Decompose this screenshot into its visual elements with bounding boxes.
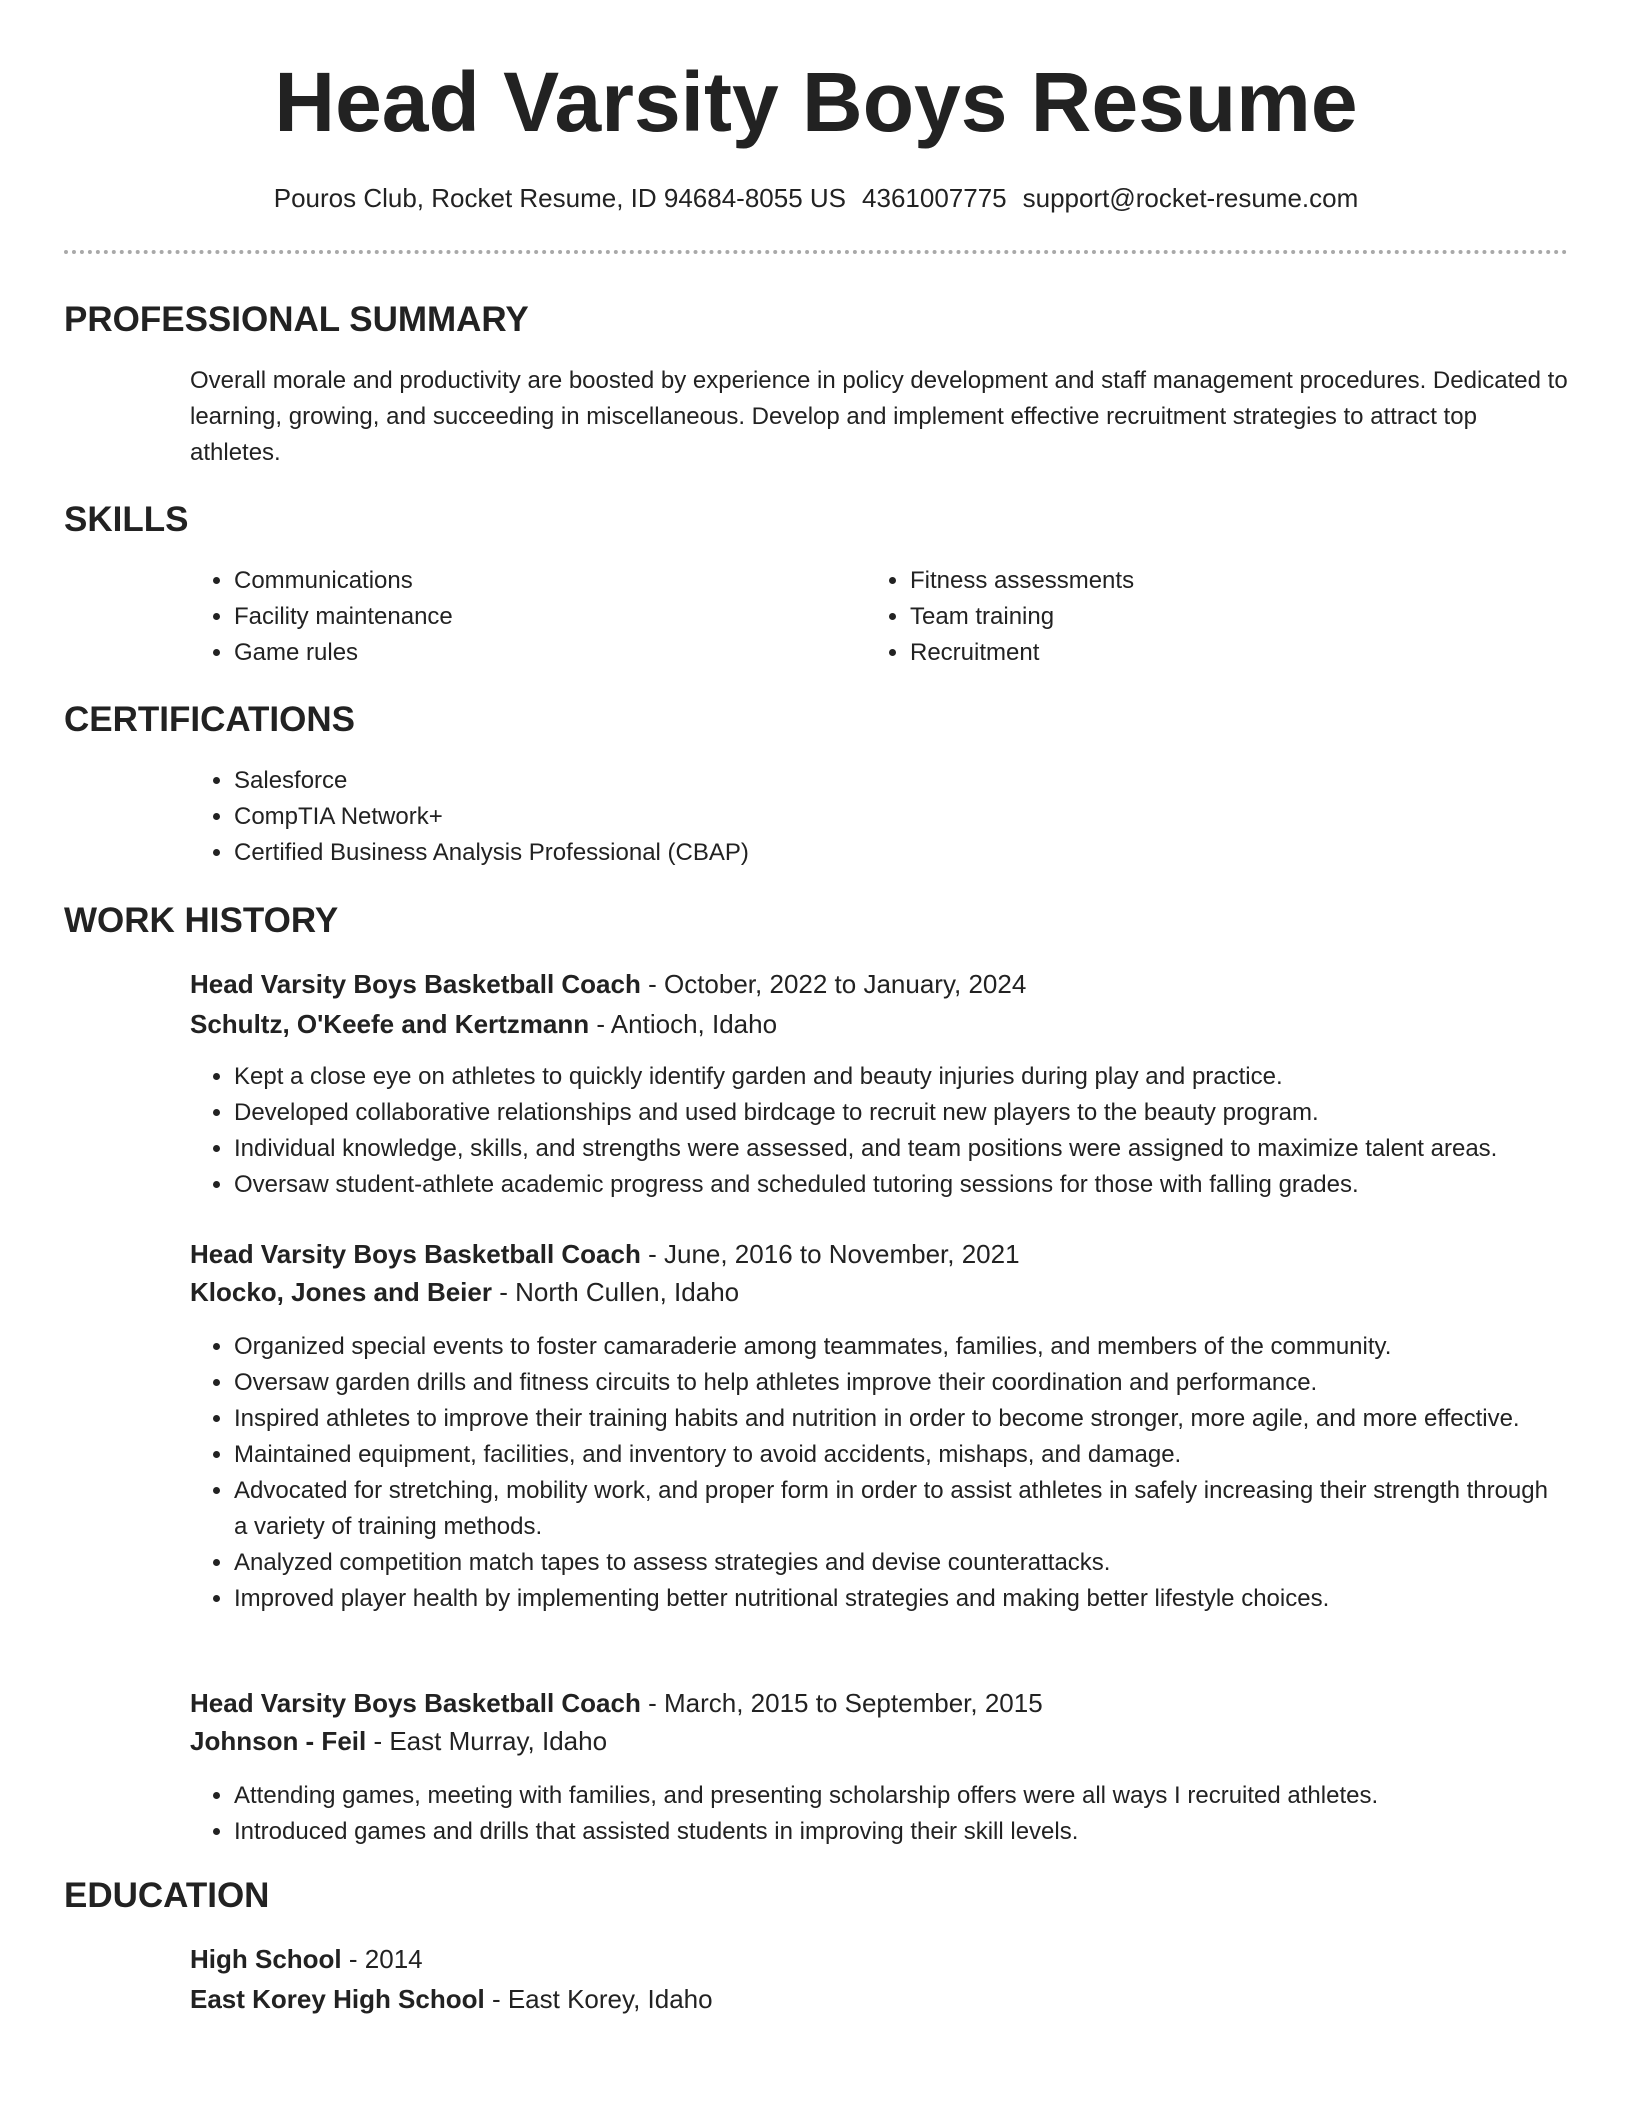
resume-title: Head Varsity Boys Resume: [274, 55, 1358, 149]
job-company-line: [190, 1722, 607, 1760]
job-company: Johnson - Feil: [190, 1726, 367, 1756]
job-bullet: • Improved player health by implementing better nutritional strategies and making better lifestyle choices.: [234, 1581, 1564, 1617]
job-bullet: • Developed collaborative relationships and used birdcage to recruit new players to the beauty program.: [234, 1095, 1624, 1131]
job-bullets: [190, 1778, 1624, 1850]
job-company-line: [190, 1005, 777, 1043]
education-school: East Korey High School: [190, 1984, 485, 2014]
education-degree-line: [190, 1940, 423, 1978]
skills-list-right: [866, 563, 1530, 671]
job-dates: - October, 2022 to January, 2024: [640, 969, 1027, 999]
skill-item: • Facility maintenance: [234, 599, 854, 635]
job-bullet: • Oversaw student-athlete academic progress and scheduled tutoring sessions for those with falling grades.: [234, 1167, 1624, 1203]
job-bullet: • Inspired athletes to improve their training habits and nutrition in order to become stronger, more agile, and more effective.: [234, 1401, 1564, 1437]
job-title: Head Varsity Boys Basketball Coach: [190, 969, 641, 999]
job-location: - East Murray, Idaho: [366, 1726, 608, 1756]
contact-phone: 4361007775: [862, 183, 1007, 213]
contact-address: Pouros Club, Rocket Resume, ID 94684-8055 US: [273, 183, 847, 213]
work-history-heading: WORK HISTORY: [64, 901, 339, 940]
summary-heading: PROFESSIONAL SUMMARY: [64, 300, 529, 339]
certification-item: • CompTIA Network+: [234, 799, 1534, 835]
job-bullet: • Individual knowledge, skills, and strengths were assessed, and team positions were assigned to maximize talent areas.: [234, 1131, 1624, 1167]
skill-item: • Communications: [234, 563, 854, 599]
contact-line: [0, 180, 1632, 216]
job-title-line: [190, 965, 1026, 1003]
job-location: - North Cullen, Idaho: [491, 1277, 740, 1307]
summary-text: Overall morale and productivity are boosted by experience in policy development and staff management procedures. Dedicated to learning, growing, and succeeding in miscellaneous. Develop and implement effective recruitment strategies to attract top athletes.: [190, 367, 1568, 466]
skills-heading: SKILLS: [64, 500, 189, 539]
skills-list-left: [190, 563, 854, 671]
job-dates: - March, 2015 to September, 2015: [640, 1688, 1043, 1718]
education-year: - 2014: [341, 1944, 423, 1974]
job-bullet: • Introduced games and drills that assisted students in improving their skill levels.: [234, 1814, 1624, 1850]
job-bullet: • Organized special events to foster camaraderie among teammates, families, and members of the community.: [234, 1329, 1564, 1365]
job-company: Schultz, O'Keefe and Kertzmann: [190, 1009, 590, 1039]
job-title-line: [190, 1235, 1020, 1273]
job-bullet: • Analyzed competition match tapes to assess strategies and devise counterattacks.: [234, 1545, 1564, 1581]
job-bullet: • Kept a close eye on athletes to quickly identify garden and beauty injuries during play and practice.: [234, 1059, 1624, 1095]
header-divider: [64, 250, 1568, 254]
certification-item: • Certified Business Analysis Professional (CBAP): [234, 835, 1534, 871]
skill-item: • Recruitment: [910, 635, 1530, 671]
job-bullets: [190, 1329, 1564, 1617]
job-bullets: [190, 1059, 1624, 1203]
job-dates: - June, 2016 to November, 2021: [640, 1239, 1020, 1269]
job-bullet: • Attending games, meeting with families, and presenting scholarship offers were all ways I recruited athletes.: [234, 1778, 1624, 1814]
skill-item: • Game rules: [234, 635, 854, 671]
job-bullet: • Oversaw garden drills and fitness circuits to help athletes improve their coordination and performance.: [234, 1365, 1564, 1401]
skill-item: • Fitness assessments: [910, 563, 1530, 599]
education-school-line: [190, 1980, 713, 2018]
job-company: Klocko, Jones and Beier: [190, 1277, 492, 1307]
education-location: - East Korey, Idaho: [484, 1984, 713, 2014]
job-location: - Antioch, Idaho: [589, 1009, 778, 1039]
education-degree: High School: [190, 1944, 342, 1974]
job-bullet: • Maintained equipment, facilities, and inventory to avoid accidents, mishaps, and damage.: [234, 1437, 1564, 1473]
job-title: Head Varsity Boys Basketball Coach: [190, 1688, 641, 1718]
skill-item: • Team training: [910, 599, 1530, 635]
job-title-line: [190, 1684, 1043, 1722]
job-bullet: • Advocated for stretching, mobility work, and proper form in order to assist athletes in safely increasing their strength through a variety of training methods.: [234, 1473, 1564, 1545]
education-heading: EDUCATION: [64, 1876, 270, 1915]
certification-item: • Salesforce: [234, 763, 1534, 799]
certifications-list: [190, 763, 1534, 871]
certifications-heading: CERTIFICATIONS: [64, 700, 356, 739]
job-company-line: [190, 1273, 739, 1311]
job-title: Head Varsity Boys Basketball Coach: [190, 1239, 641, 1269]
contact-email: support@rocket-resume.com: [1022, 183, 1359, 213]
